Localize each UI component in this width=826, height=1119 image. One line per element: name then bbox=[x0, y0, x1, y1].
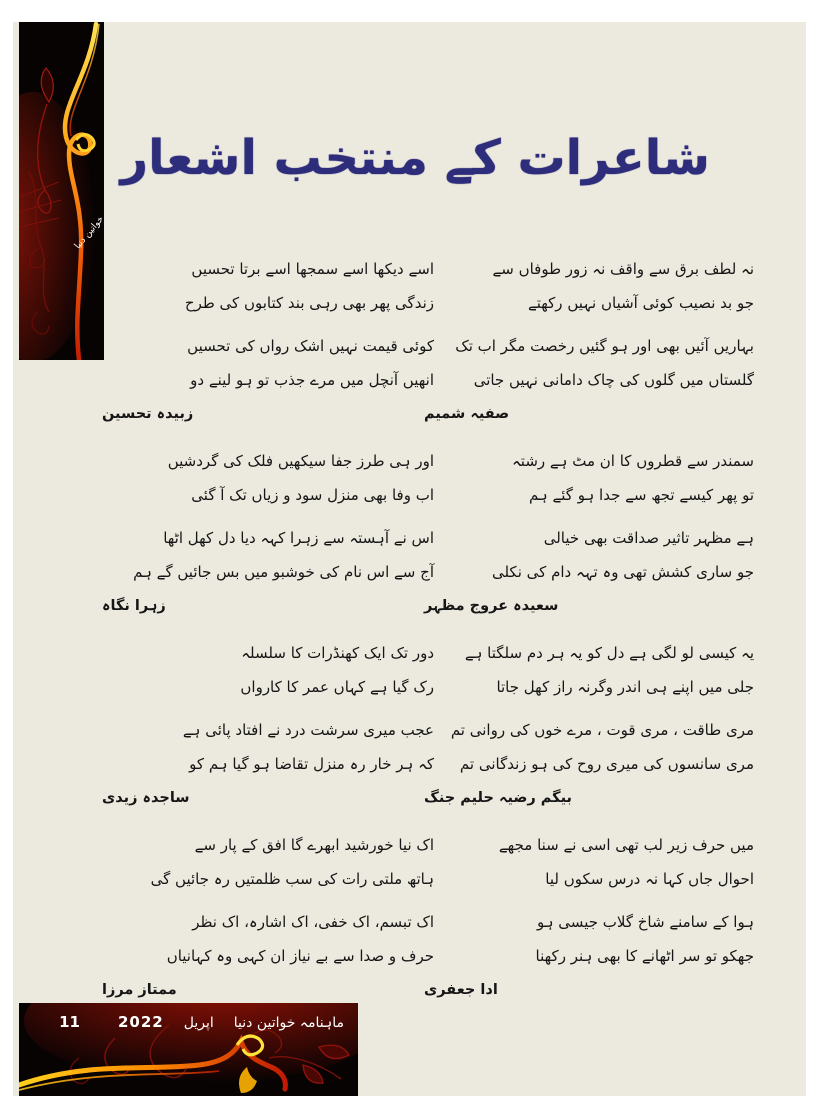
poet-name: ادا جعفری bbox=[424, 982, 498, 998]
poetry-group bbox=[102, 252, 434, 426]
poetry-group bbox=[424, 444, 754, 618]
poetry-group bbox=[424, 252, 754, 426]
sidebar-flame-art bbox=[19, 22, 104, 360]
verse-line: گلستاں میں گلوں کی چاک دامانی نہیں جاتی bbox=[473, 371, 754, 389]
verse-line: اک نیا خورشید ابھرے گا افق کے پار سے bbox=[194, 836, 434, 854]
verse-line: احوال جاں کہا نہ درس سکوں لیا bbox=[545, 870, 754, 888]
verse-line: کوئی قیمت نہیں اشک رواں کی تحسیں bbox=[187, 337, 434, 355]
verse-line: عجب میری سرشت درد نے افتاد پائی ہے bbox=[182, 721, 434, 739]
verse-line: دور تک ایک کھنڈرات کا سلسلہ bbox=[241, 644, 434, 662]
poet-name: بیگم رضیہ حلیم جنگ bbox=[424, 790, 572, 806]
verse-line: جھکو تو سر اٹھانے کا بھی ہنر رکھنا bbox=[535, 947, 754, 965]
poetry-group bbox=[424, 636, 754, 810]
magazine-name: ماہنامہ خواتین دنیا bbox=[233, 1015, 344, 1031]
verse-line: بہاریں آئیں بھی اور ہو گئیں رخصت مگر اب تک bbox=[455, 337, 754, 355]
verse-line: مری سانسوں کی میری روح کی ہو زندگانی تم bbox=[459, 755, 754, 773]
issue-year: 2022 bbox=[117, 1013, 164, 1031]
sidebar-calligraphy-text: خواتین دنیا bbox=[72, 214, 104, 252]
verse-line: کہ ہر خار رہ منزل تقاضا ہو گیا ہم کو bbox=[189, 755, 434, 773]
verse-line: جو بد نصیب کوئی آشیاں نہیں رکھتے bbox=[527, 294, 754, 312]
poetry-group bbox=[424, 828, 754, 1002]
verse-line: اس نے آہستہ سے زہرا کہہ دیا دل کھل اٹھا bbox=[163, 529, 434, 547]
verse-line: ہے مظہر تاثیر صداقت بھی خیالی bbox=[543, 529, 754, 547]
poet-name: زہرا نگاہ bbox=[102, 598, 166, 614]
verse-line: حرف و صدا سے بے نیاز ان کہی وہ کہانیاں bbox=[166, 947, 434, 965]
verse-line: اور ہی طرز جفا سیکھیں فلک کی گردشیں bbox=[167, 452, 434, 470]
verse-line: اسے دیکھا اسے سمجھا اسے برتا تحسیں bbox=[191, 260, 434, 278]
verse-line: نہ لطف برق سے واقف نہ زور طوفاں سے bbox=[492, 260, 754, 278]
poet-name: ساجدہ زیدی bbox=[102, 790, 190, 806]
verse-line: ہوا کے سامنے شاخ گلاب جیسی ہو bbox=[537, 913, 754, 931]
verse-line: آج سے اس نام کی خوشبو میں بس جائیں گے ہم bbox=[133, 563, 434, 581]
footer-strip bbox=[19, 1003, 358, 1096]
verse-line: زندگی پھر بھی رہی بند کتابوں کی طرح bbox=[184, 294, 434, 312]
issue-month: اپریل bbox=[183, 1015, 214, 1031]
verse-line: سمندر سے قطروں کا ان مٹ ہے رشتہ bbox=[512, 452, 754, 470]
poetry-column-left bbox=[102, 252, 434, 1020]
verse-line: جلی میں اپنے ہی اندر وگرنہ راز کھل جاتا bbox=[496, 678, 754, 696]
verse-line: یہ کیسی لو لگی ہے دل کو یہ ہر دم سلگتا ہے bbox=[464, 644, 754, 662]
verse-line: ہاتھ ملتی رات کی سب ظلمتیں رہ جائیں گی bbox=[150, 870, 434, 888]
verse-line: جو ساری کشش تھی وہ تہہ دام کی نکلی bbox=[491, 563, 754, 581]
verse-line: انھیں آنچل میں مرے جذب تو ہو لینے دو bbox=[190, 371, 434, 389]
verse-line: اب وفا بھی منزل سود و زیاں تک آ گئی bbox=[191, 486, 434, 504]
poet-name: صفیہ شمیم bbox=[424, 406, 510, 422]
page-title: شاعرات کے منتخب اشعار bbox=[120, 130, 710, 186]
poetry-column-right bbox=[424, 252, 754, 1020]
poetry-group bbox=[102, 444, 434, 618]
footer-info-row bbox=[19, 1013, 358, 1031]
poetry-group bbox=[102, 636, 434, 810]
poet-name: زبیدہ تحسین bbox=[102, 406, 194, 422]
verse-line: اک تبسم، اک خفی، اک اشارہ، اک نظر bbox=[192, 913, 434, 931]
poet-name: ممتاز مرزا bbox=[102, 982, 177, 998]
verse-line: تو پھر کیسے تجھ سے جدا ہو گئے ہم bbox=[528, 486, 754, 504]
page-number: 11 bbox=[59, 1013, 80, 1031]
verse-line: میں حرف زیر لب تھی اسی نے سنا مجھے bbox=[498, 836, 754, 854]
verse-line: مری طاقت ، مری قوت ، مرے خوں کی روانی تم bbox=[450, 721, 754, 739]
verse-line: رک گیا ہے کہاں عمر کا کارواں bbox=[240, 678, 434, 696]
poet-name: سعیدہ عروج مظہر bbox=[424, 598, 559, 614]
poetry-group bbox=[102, 828, 434, 1002]
sidebar-artwork bbox=[19, 22, 104, 360]
